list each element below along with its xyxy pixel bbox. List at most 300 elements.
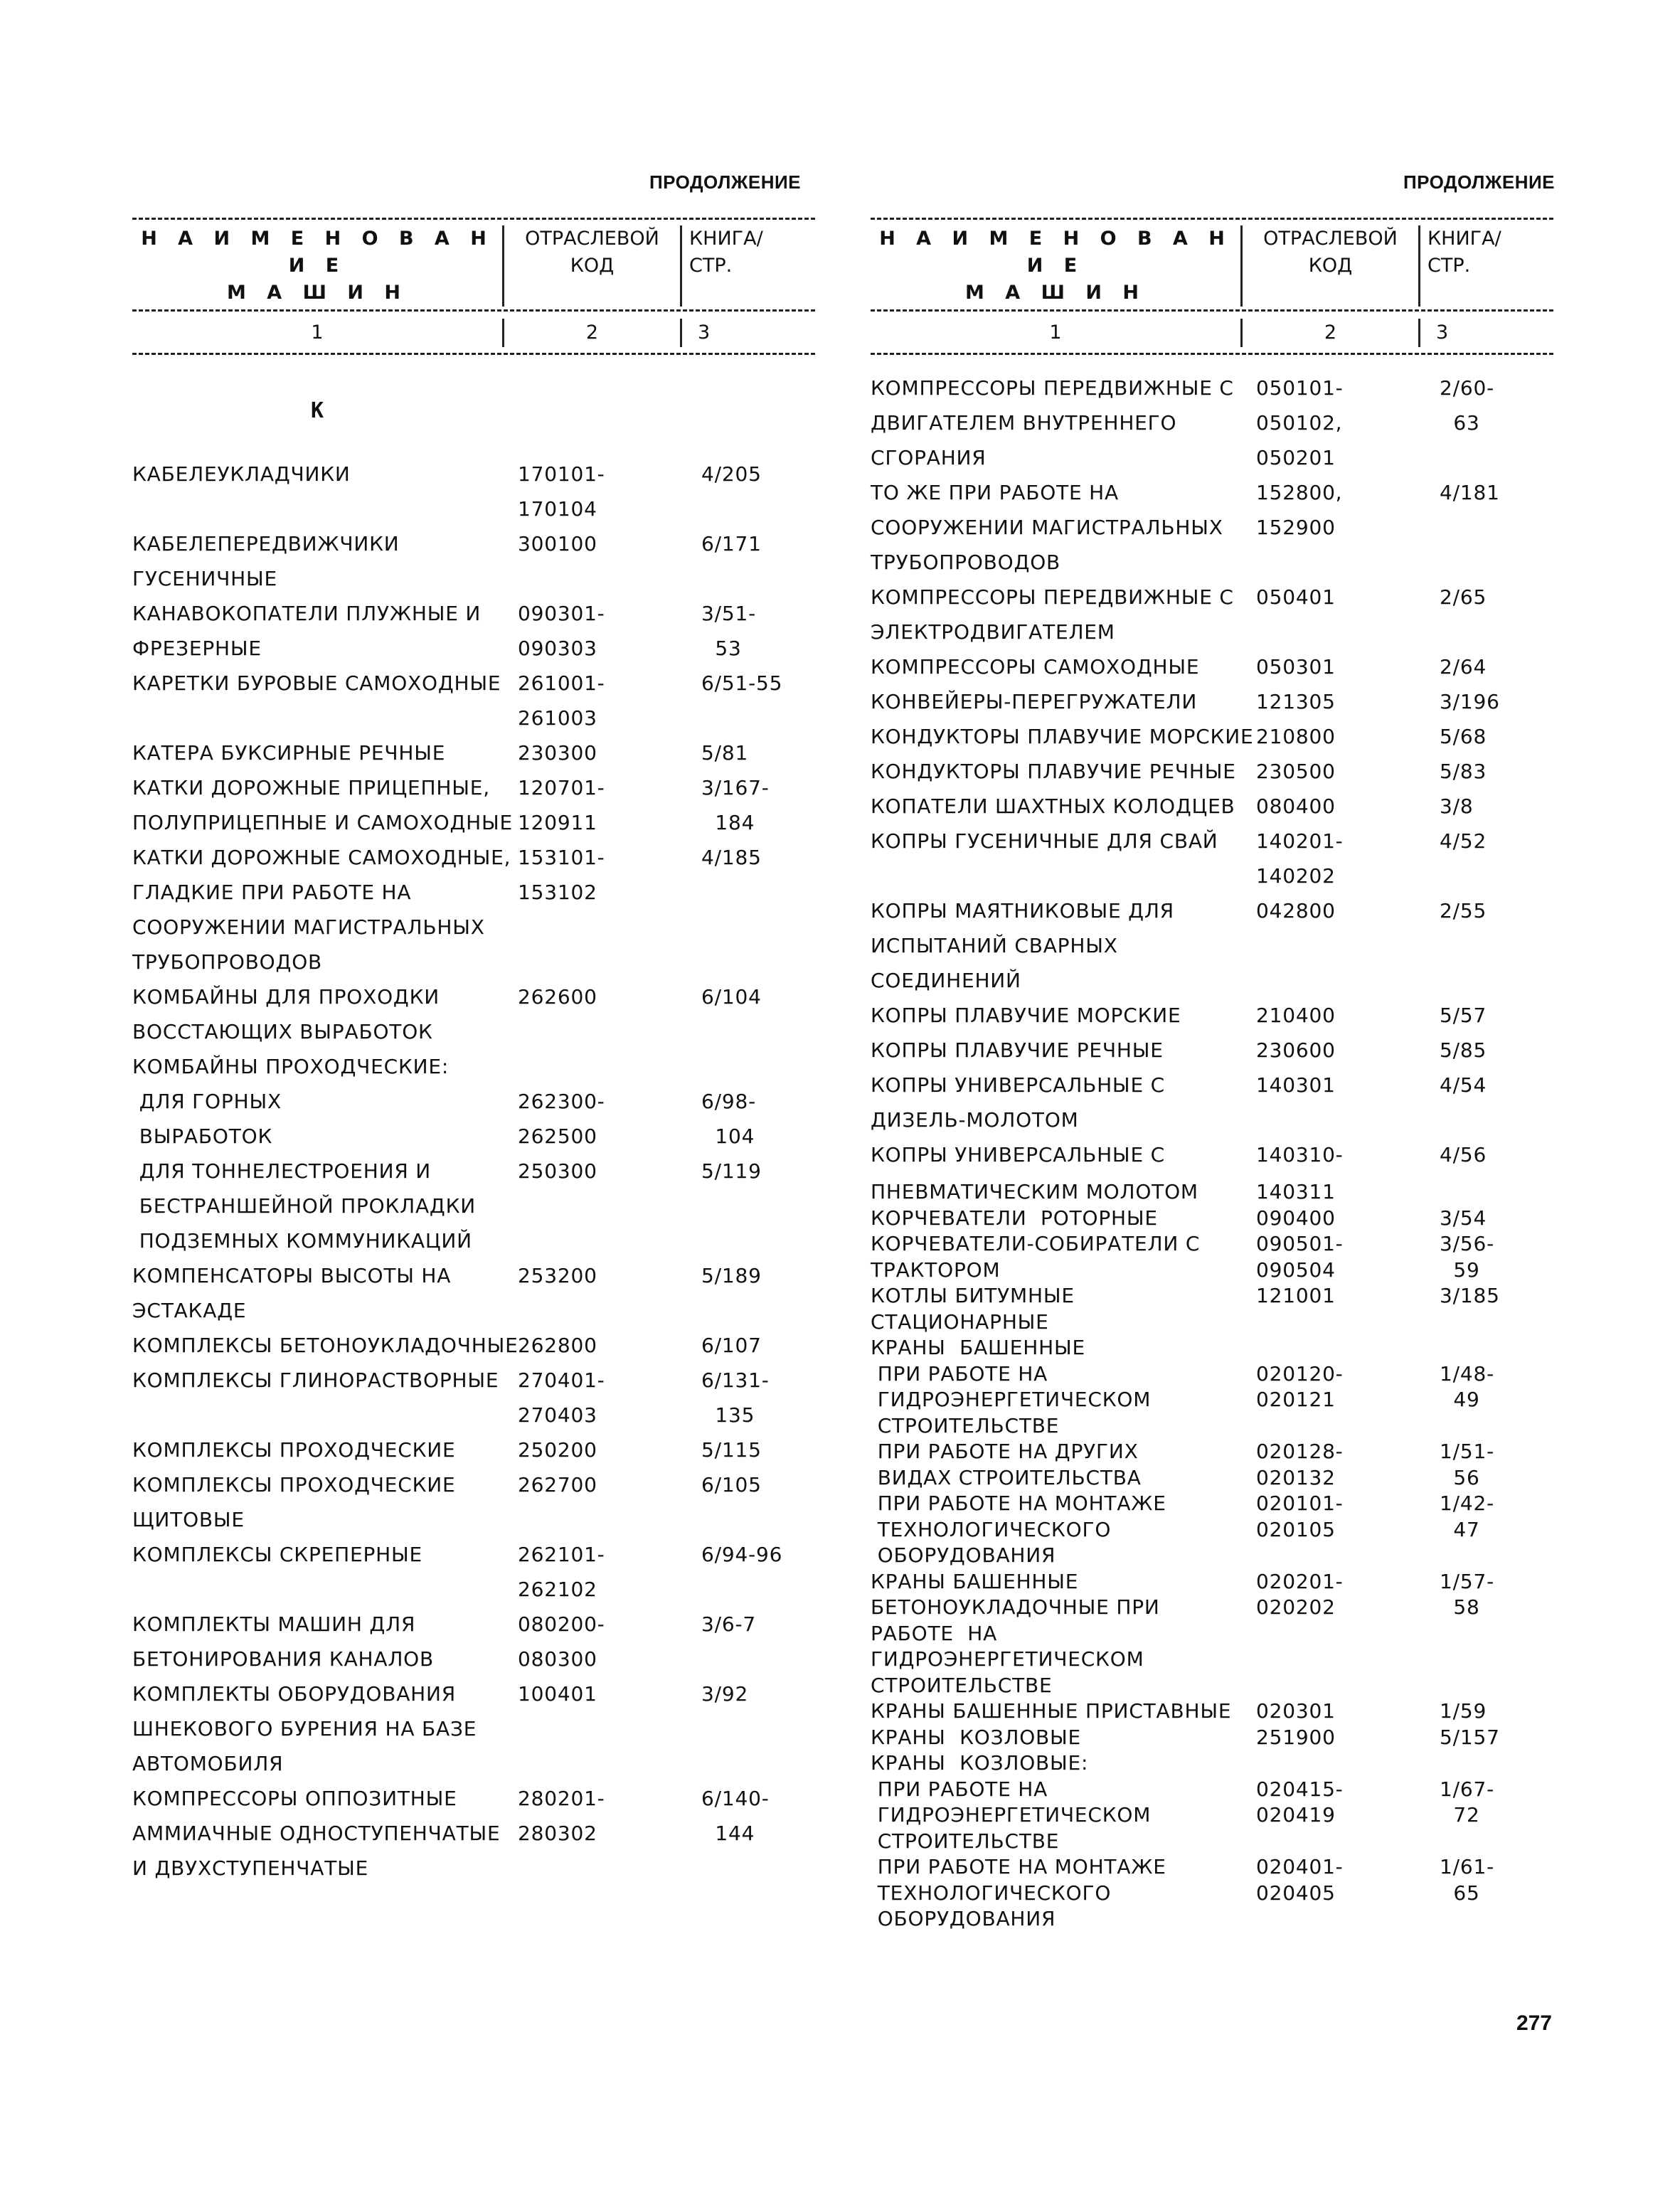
book-page [1440, 1906, 1553, 1933]
book-page [1440, 963, 1553, 998]
industry-code [516, 910, 701, 945]
header-code-line2: КОД [1308, 255, 1353, 277]
table-row [871, 719, 1553, 754]
table-row [871, 1283, 1553, 1309]
machine-name: ПНЕВМАТИЧЕСКИМ МОЛОТОМ [871, 1180, 1198, 1203]
table-row [132, 1119, 815, 1154]
table-row [871, 1491, 1553, 1517]
industry-code [516, 1223, 701, 1258]
table-header [871, 220, 1553, 309]
machine-name: СОЕДИНЕНИЙ [871, 969, 1021, 992]
table-row [871, 440, 1553, 475]
book-page: 5/157 [1440, 1725, 1500, 1749]
book-page [701, 1189, 815, 1223]
industry-code: 050101- [1256, 376, 1344, 400]
book-page: 5/115 [701, 1438, 762, 1462]
industry-code [516, 1014, 701, 1049]
table-row [132, 875, 815, 910]
book-page: 4/52 [1440, 829, 1487, 853]
industry-code [1255, 928, 1440, 963]
machine-name: СТРОИТЕЛЬСТВЕ [871, 1673, 1053, 1697]
industry-code: 140202 [1256, 864, 1336, 888]
book-page: 2/65 [1440, 585, 1487, 609]
industry-code: 020132 [1256, 1465, 1336, 1489]
industry-code: 020301 [1256, 1699, 1336, 1723]
machine-name: СГОРАНИЯ [871, 446, 987, 469]
table-row [132, 1258, 815, 1293]
industry-code: 262500 [518, 1125, 597, 1148]
book-page [1440, 1829, 1553, 1855]
machine-name: БЕТОНИРОВАНИЯ КАНАЛОВ [132, 1647, 435, 1671]
machine-name: ФРЕЗЕРНЫЕ [132, 637, 262, 660]
machine-name: АММИАЧНЫЕ ОДНОСТУПЕНЧАТЫЕ [132, 1822, 501, 1845]
table-row [871, 510, 1553, 545]
machine-name: И ДВУХСТУПЕНЧАТЫЕ [132, 1856, 369, 1880]
machine-name: ВЫРАБОТОК [132, 1125, 273, 1148]
book-page: 65 [1440, 1881, 1480, 1905]
industry-code: 261003 [518, 706, 597, 730]
machine-name: ОБОРУДОВАНИЯ [871, 1543, 1056, 1567]
book-page: 2/60- [1440, 376, 1494, 400]
book-page: 58 [1440, 1595, 1480, 1619]
industry-code: 170104 [518, 497, 597, 521]
table-row [871, 1621, 1553, 1647]
book-page: 3/51- [701, 602, 756, 625]
table-row [871, 1033, 1553, 1068]
machine-name: КОМБАЙНЫ ПРОХОДЧЕСКИЕ: [132, 1055, 450, 1078]
book-page [1440, 1102, 1553, 1137]
book-page [701, 1502, 815, 1537]
book-page: 5/119 [701, 1159, 762, 1183]
header-book-line1: КНИГА/ [1428, 228, 1501, 250]
table-row [132, 770, 815, 805]
book-page: 3/185 [1440, 1284, 1500, 1307]
table-row [871, 649, 1553, 684]
machine-name: КОМПЛЕКСЫ БЕТОНОУКЛАДОЧНЫЕ [132, 1334, 519, 1357]
book-page [701, 1711, 815, 1746]
book-page [701, 945, 815, 979]
table-row [871, 1068, 1553, 1102]
machine-name: КРАНЫ БАШЕННЫЕ ПРИСТАВНЫЕ [871, 1699, 1232, 1723]
industry-code: 152900 [1256, 516, 1336, 539]
industry-code: 140311 [1256, 1180, 1336, 1203]
table-row [132, 631, 815, 666]
book-page [1440, 858, 1553, 893]
industry-code: 020401- [1256, 1855, 1344, 1878]
table-row [871, 1543, 1553, 1569]
table-row [871, 1829, 1553, 1855]
machine-name: ТРУБОПРОВОДОВ [871, 551, 1061, 574]
machine-name: ТРАКТОРОМ [871, 1258, 1001, 1282]
industry-code: 253200 [518, 1264, 597, 1287]
book-page: 6/51-55 [701, 671, 783, 695]
table-row [871, 1906, 1553, 1933]
machine-name: СТРОИТЕЛЬСТВЕ [871, 1413, 1060, 1437]
industry-code [516, 1189, 701, 1223]
book-page [1440, 1335, 1553, 1361]
table-row [132, 1781, 815, 1816]
machine-name [871, 858, 1255, 893]
industry-code: 090400 [1256, 1206, 1336, 1230]
book-page [701, 1851, 815, 1886]
book-page: 184 [701, 811, 755, 834]
industry-code [516, 1851, 701, 1886]
machine-name: КОМПРЕССОРЫ ОППОЗИТНЫЕ [132, 1787, 457, 1810]
table-row [871, 1517, 1553, 1543]
book-page: 56 [1440, 1465, 1480, 1489]
industry-code [1255, 615, 1440, 649]
table-row [871, 789, 1553, 824]
book-page [1440, 1750, 1553, 1777]
machine-name: КОМБАЙНЫ ДЛЯ ПРОХОДКИ [132, 985, 440, 1009]
machine-name: ШНЕКОВОГО БУРЕНИЯ НА БАЗЕ [132, 1717, 477, 1740]
table-row [132, 910, 815, 945]
table-row [871, 754, 1553, 789]
book-page [1440, 1647, 1553, 1673]
table-row [871, 580, 1553, 615]
machine-name: ПРИ РАБОТЕ НА МОНТАЖЕ [871, 1492, 1166, 1515]
table-row [132, 526, 815, 561]
column-number-2: 2 [502, 319, 680, 347]
table-row [871, 1387, 1553, 1413]
industry-code: 152800, [1256, 481, 1343, 504]
machine-name: ЭСТАКАДЕ [132, 1299, 247, 1322]
book-page: 1/61- [1440, 1855, 1494, 1878]
industry-code: 090303 [518, 637, 597, 660]
book-page [701, 561, 815, 596]
machine-name: КОМПРЕССОРЫ ПЕРЕДВИЖНЫЕ С [871, 585, 1234, 609]
machine-name: КОТЛЫ БИТУМНЫЕ [871, 1284, 1075, 1307]
table-row [132, 491, 815, 526]
book-page: 1/57- [1440, 1569, 1494, 1593]
book-page: 4/56 [1440, 1143, 1487, 1166]
industry-code: 090301- [518, 602, 605, 625]
industry-code: 050102, [1256, 411, 1343, 435]
table-row [871, 824, 1553, 858]
industry-code: 020405 [1256, 1881, 1336, 1905]
book-page [1440, 1543, 1553, 1569]
table-row [132, 1432, 815, 1467]
book-page [701, 1293, 815, 1328]
table-row [871, 858, 1553, 893]
book-page: 1/67- [1440, 1777, 1494, 1801]
table-row [132, 945, 815, 979]
header-book [1418, 225, 1525, 307]
table-row [871, 1647, 1553, 1673]
industry-code: 080300 [518, 1647, 597, 1671]
table-row [871, 1258, 1553, 1284]
table-row [871, 1725, 1553, 1751]
table-rule-bottom [132, 353, 815, 355]
book-page: 6/98- [701, 1090, 756, 1113]
book-page: 3/6-7 [701, 1612, 756, 1636]
book-page [701, 1572, 815, 1607]
machine-name: КОПРЫ ГУСЕНИЧНЫЕ ДЛЯ СВАЙ [871, 829, 1218, 853]
header-code-line1: ОТРАСЛЕВОЙ [1263, 228, 1398, 250]
table-row [132, 1084, 815, 1119]
table-row [132, 1398, 815, 1432]
book-page: 2/64 [1440, 655, 1487, 679]
industry-code: 020415- [1256, 1777, 1344, 1801]
industry-code [1255, 1750, 1440, 1777]
header-book-line1: КНИГА/ [689, 228, 763, 250]
page-number: 277 [1516, 2011, 1552, 2035]
machine-name: ГУСЕНИЧНЫЕ [132, 567, 278, 590]
industry-code: 020201- [1256, 1569, 1344, 1593]
column-number-1: 1 [1049, 321, 1062, 344]
header-name-line2: М А Ш И Н [965, 282, 1146, 304]
machine-name: СООРУЖЕНИИ МАГИСТРАЛЬНЫХ [132, 915, 485, 939]
industry-code: 020105 [1256, 1517, 1336, 1541]
table-row [871, 893, 1553, 928]
table-row [132, 1642, 815, 1676]
table-row [132, 735, 815, 770]
industry-code [1255, 1102, 1440, 1137]
table-row [871, 1361, 1553, 1388]
industry-code: 121305 [1256, 690, 1336, 713]
header-code [502, 225, 680, 307]
industry-code: 230500 [1256, 760, 1336, 783]
industry-code: 251900 [1256, 1725, 1336, 1749]
machine-name: КАБЕЛЕУКЛАДЧИКИ [132, 462, 351, 486]
machine-name: ВИДАХ СТРОИТЕЛЬСТВА [871, 1465, 1142, 1489]
machine-name: СТАЦИОНАРНЫЕ [871, 1309, 1049, 1334]
table-row [871, 1569, 1553, 1595]
machine-name: КОПАТЕЛИ ШАХТНЫХ КОЛОДЦЕВ [871, 794, 1235, 818]
book-page [1440, 545, 1553, 580]
table-row [132, 1363, 815, 1398]
industry-code: 140201- [1256, 829, 1344, 853]
machine-name: ПРИ РАБОТЕ НА [871, 1361, 1048, 1386]
industry-code: 090504 [1256, 1258, 1336, 1282]
book-page: 6/131- [701, 1368, 770, 1392]
book-page: 4/185 [701, 846, 762, 869]
table-row [871, 475, 1553, 510]
book-page: 144 [701, 1822, 755, 1845]
book-page: 1/51- [1440, 1440, 1494, 1463]
table-row [871, 1802, 1553, 1829]
book-page: 3/54 [1440, 1206, 1487, 1230]
book-page: 6/94-96 [701, 1543, 783, 1566]
book-page: 4/205 [701, 462, 762, 486]
industry-code: 262600 [518, 985, 597, 1009]
machine-name: ПРИ РАБОТЕ НА МОНТАЖЕ [871, 1855, 1166, 1878]
industry-code [1255, 1413, 1440, 1440]
machine-name: ОБОРУДОВАНИЯ [871, 1907, 1056, 1930]
industry-code: 230300 [518, 741, 597, 765]
machine-name: ПРИ РАБОТЕ НА ДРУГИХ [871, 1440, 1139, 1463]
table-row [871, 1439, 1553, 1465]
table-row [871, 615, 1553, 649]
machine-name: ПОЛУПРИЦЕПНЫЕ И САМОХОДНЫЕ [132, 811, 514, 834]
header-name [871, 225, 1240, 307]
book-page [1440, 1309, 1553, 1336]
machine-name: ПОДЗЕМНЫХ КОММУНИКАЦИЙ [132, 1229, 472, 1253]
table-row [132, 805, 815, 840]
machine-name: КОМПЛЕКСЫ ПРОХОДЧЕСКИЕ [132, 1473, 456, 1496]
table-row [132, 1502, 815, 1537]
industry-code: 140310- [1256, 1143, 1344, 1166]
book-page: 6/104 [701, 985, 762, 1009]
machine-name: КОРЧЕВАТЕЛИ РОТОРНЫЕ [871, 1206, 1158, 1230]
book-page: 5/85 [1440, 1038, 1487, 1062]
table-row [132, 1014, 815, 1049]
header-code-line1: ОТРАСЛЕВОЙ [525, 228, 659, 250]
book-page [1440, 1673, 1553, 1699]
machine-name [132, 1572, 516, 1607]
table-row [871, 1854, 1553, 1881]
machine-name: КОНВЕЙЕРЫ-ПЕРЕГРУЖАТЕЛИ [871, 690, 1198, 713]
industry-code: 080400 [1256, 794, 1336, 818]
table-row [132, 1049, 815, 1084]
book-page: 3/8 [1440, 794, 1474, 818]
header-name-line1: Н А И М Е Н О В А Н И Е [879, 228, 1232, 277]
right-entries [871, 371, 1553, 1172]
book-page: 5/57 [1440, 1004, 1487, 1027]
machine-name: ДЛЯ ТОННЕЛЕСТРОЕНИЯ И [132, 1159, 432, 1183]
machine-name: ИСПЫТАНИЙ СВАРНЫХ [871, 934, 1118, 957]
book-page: 59 [1440, 1258, 1480, 1282]
machine-name: КОМПРЕССОРЫ ПЕРЕДВИЖНЫЕ С [871, 376, 1234, 400]
table-row [871, 1698, 1553, 1725]
machine-name: ДВИГАТЕЛЕМ ВНУТРЕННЕГО [871, 411, 1177, 435]
book-page: 3/167- [701, 776, 770, 799]
industry-code: 050201 [1256, 446, 1336, 469]
book-page [1440, 1413, 1553, 1440]
industry-code [1255, 1647, 1440, 1673]
left-column [132, 168, 815, 1886]
book-page: 1/59 [1440, 1699, 1487, 1723]
table-row [871, 405, 1553, 440]
machine-name: БЕТОНОУКЛАДОЧНЫЕ ПРИ [871, 1595, 1160, 1619]
right-entries-compact [871, 1179, 1553, 1933]
industry-code: 050401 [1256, 585, 1336, 609]
industry-code [1255, 1335, 1440, 1361]
table-row [132, 1189, 815, 1223]
table-row [132, 561, 815, 596]
machine-name: БЕСТРАНШЕЙНОЙ ПРОКЛАДКИ [132, 1194, 477, 1218]
machine-name: ТЕХНОЛОГИЧЕСКОГО [871, 1517, 1112, 1541]
header-code [1240, 225, 1418, 307]
industry-code: 020419 [1256, 1803, 1336, 1827]
machine-name: ГИДРОЭНЕРГЕТИЧЕСКОМ [871, 1803, 1152, 1827]
table-row [132, 840, 815, 875]
industry-code: 020120- [1256, 1361, 1344, 1386]
industry-code: 262700 [518, 1473, 597, 1496]
industry-code [1255, 1543, 1440, 1569]
machine-name: ТО ЖЕ ПРИ РАБОТЕ НА [871, 481, 1119, 504]
machine-name: КРАНЫ КОЗЛОВЫЕ [871, 1725, 1082, 1749]
book-page [701, 1223, 815, 1258]
section-letter: К [310, 398, 324, 423]
continued-label: ПРОДОЛЖЕНИЕ [1403, 171, 1555, 193]
industry-code: 262101- [518, 1543, 605, 1566]
table-row [871, 1137, 1553, 1172]
table-row [871, 1750, 1553, 1777]
table-row [871, 684, 1553, 719]
industry-code: 042800 [1256, 899, 1336, 923]
header-name-line2: М А Ш И Н [227, 282, 408, 304]
machine-name: РАБОТЕ НА [871, 1621, 998, 1645]
machine-name: ТЕХНОЛОГИЧЕСКОГО [871, 1881, 1112, 1905]
table-row [871, 1777, 1553, 1803]
table-row [871, 963, 1553, 998]
right-column [871, 168, 1553, 1933]
industry-code: 250300 [518, 1159, 597, 1183]
book-page [701, 1746, 815, 1781]
industry-code: 140301 [1256, 1073, 1336, 1097]
industry-code: 120701- [518, 776, 605, 799]
industry-code [516, 1711, 701, 1746]
book-page: 5/189 [701, 1264, 762, 1287]
table-row [132, 1154, 815, 1189]
book-page: 3/92 [701, 1682, 749, 1706]
table-row [871, 1413, 1553, 1440]
table-row [132, 1607, 815, 1642]
industry-code: 270401- [518, 1368, 605, 1392]
industry-code: 262102 [518, 1578, 597, 1601]
book-page [701, 701, 815, 735]
table-row [871, 1881, 1553, 1907]
book-page: 4/54 [1440, 1073, 1487, 1097]
machine-name: ТРУБОПРОВОДОВ [132, 950, 323, 974]
industry-code: 170101- [518, 462, 605, 486]
machine-name: КОПРЫ УНИВЕРСАЛЬНЫЕ С [871, 1143, 1165, 1166]
table-row [132, 1293, 815, 1328]
book-page: 135 [701, 1403, 755, 1427]
table-row [132, 457, 815, 491]
column-numbers [132, 312, 815, 353]
table-row [871, 1231, 1553, 1258]
industry-code: 250200 [518, 1438, 597, 1462]
book-page [701, 1642, 815, 1676]
table-row [132, 1746, 815, 1781]
machine-name: ДИЗЕЛЬ-МОЛОТОМ [871, 1108, 1079, 1132]
industry-code: 100401 [518, 1682, 597, 1706]
book-page: 1/42- [1440, 1492, 1494, 1515]
book-page: 72 [1440, 1803, 1480, 1827]
table-row [132, 1816, 815, 1851]
industry-code: 280201- [518, 1787, 605, 1810]
industry-code: 262800 [518, 1334, 597, 1357]
industry-code [516, 1746, 701, 1781]
machine-name: КАТКИ ДОРОЖНЫЕ ПРИЦЕПНЫЕ, [132, 776, 490, 799]
header-book-line2: СТР. [1428, 255, 1471, 277]
industry-code [1255, 1621, 1440, 1647]
industry-code: 120911 [518, 811, 597, 834]
column-number-2: 2 [1240, 319, 1418, 347]
machine-name: КОМПРЕССОРЫ САМОХОДНЫЕ [871, 655, 1200, 679]
machine-name: КОМПЛЕКСЫ ПРОХОДЧЕСКИЕ [132, 1438, 456, 1462]
table-row [871, 928, 1553, 963]
machine-name: ГИДРОЭНЕРГЕТИЧЕСКОМ [871, 1388, 1152, 1411]
machine-name: ЩИТОВЫЕ [132, 1508, 245, 1531]
industry-code: 270403 [518, 1403, 597, 1427]
industry-code: 153101- [518, 846, 605, 869]
book-page: 4/181 [1440, 481, 1500, 504]
machine-name: КОРЧЕВАТЕЛИ-СОБИРАТЕЛИ С [871, 1232, 1201, 1255]
industry-code: 020121 [1256, 1388, 1336, 1411]
book-page [701, 910, 815, 945]
header-name [132, 225, 502, 307]
table-row [132, 1467, 815, 1502]
book-page: 53 [701, 637, 742, 660]
machine-name [132, 701, 516, 735]
table-row [132, 1537, 815, 1572]
industry-code [516, 1502, 701, 1537]
machine-name: СООРУЖЕНИИ МАГИСТРАЛЬНЫХ [871, 516, 1223, 539]
book-page [701, 1049, 815, 1084]
